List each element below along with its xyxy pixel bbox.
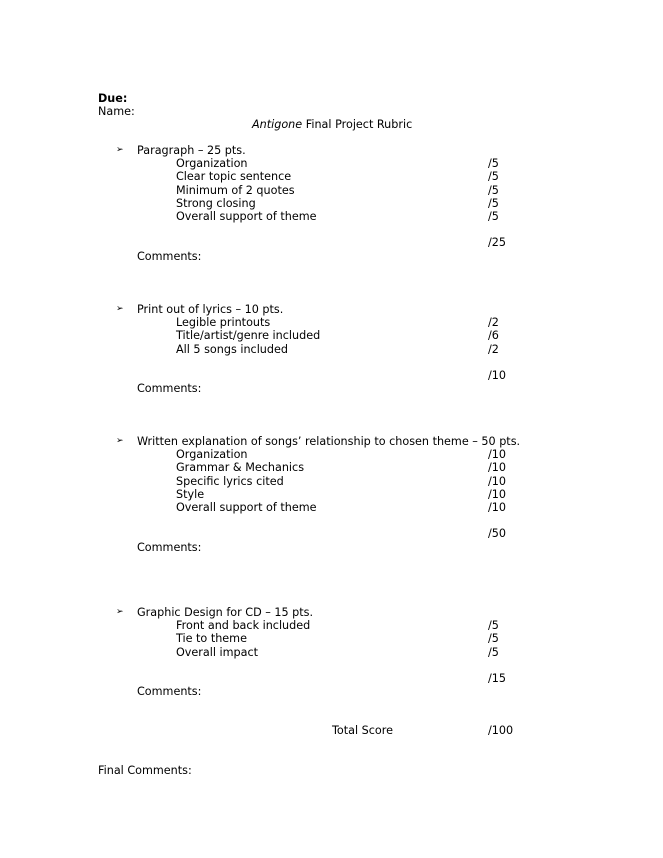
- criterion-label: Grammar & Mechanics: [176, 461, 305, 474]
- rubric-row: [0, 448, 663, 461]
- rubric-row: [0, 343, 663, 356]
- comments-label: Comments:: [137, 382, 202, 395]
- criterion-label: Overall support of theme: [176, 501, 317, 514]
- section-heading: Print out of lyrics – 10 pts.: [137, 303, 284, 316]
- rubric-row: [0, 461, 663, 474]
- criterion-label: Legible printouts: [176, 316, 271, 329]
- criterion-label: Strong closing: [176, 197, 256, 210]
- rubric-row: [0, 619, 663, 632]
- criterion-points: /5: [488, 646, 499, 659]
- rubric-row: [0, 316, 663, 329]
- criterion-points: /10: [488, 461, 507, 474]
- criterion-points: /5: [488, 632, 499, 645]
- arrow-bullet-icon: ➢: [116, 145, 124, 155]
- due-label: Due:: [98, 92, 128, 105]
- criterion-label: Front and back included: [176, 619, 311, 632]
- page-title: [252, 118, 412, 131]
- criterion-points: /2: [488, 343, 499, 356]
- rubric-row: [0, 184, 663, 197]
- section-heading: Written explanation of songs’ relationship to chosen theme – 50 pts.: [137, 435, 521, 448]
- section-heading: Graphic Design for CD – 15 pts.: [137, 606, 314, 619]
- rubric-row: [0, 329, 663, 342]
- section-heading: Paragraph – 25 pts.: [137, 144, 246, 157]
- rubric-row: [0, 210, 663, 223]
- arrow-bullet-icon: ➢: [116, 607, 124, 617]
- comments-label: Comments:: [137, 685, 202, 698]
- criterion-label: Specific lyrics cited: [176, 475, 284, 488]
- rubric-row: [0, 197, 663, 210]
- criterion-points: /5: [488, 197, 499, 210]
- section-subtotal: /25: [488, 236, 507, 249]
- section-subtotal: /10: [488, 369, 507, 382]
- section-subtotal: /15: [488, 672, 507, 685]
- criterion-points: /5: [488, 619, 499, 632]
- criterion-label: Overall support of theme: [176, 210, 317, 223]
- criterion-label: Clear topic sentence: [176, 170, 292, 183]
- rubric-row: [0, 501, 663, 514]
- criterion-points: /5: [488, 157, 499, 170]
- arrow-bullet-icon: ➢: [116, 436, 124, 446]
- criterion-label: Title/artist/genre included: [176, 329, 321, 342]
- criterion-label: Overall impact: [176, 646, 259, 659]
- rubric-row: [0, 646, 663, 659]
- criterion-label: Minimum of 2 quotes: [176, 184, 295, 197]
- title-italic: Antigone: [252, 118, 303, 131]
- final-comments-label: Final Comments:: [98, 764, 192, 777]
- criterion-label: Organization: [176, 157, 248, 170]
- criterion-points: /2: [488, 316, 499, 329]
- criterion-label: Tie to theme: [176, 632, 247, 645]
- section-subtotal: /50: [488, 527, 507, 540]
- criterion-label: All 5 songs included: [176, 343, 288, 356]
- comments-label: Comments:: [137, 541, 202, 554]
- arrow-bullet-icon: ➢: [116, 304, 124, 314]
- criterion-points: /10: [488, 488, 507, 501]
- criterion-label: Organization: [176, 448, 248, 461]
- rubric-row: [0, 475, 663, 488]
- name-label: Name:: [98, 105, 135, 118]
- rubric-row: [0, 170, 663, 183]
- criterion-points: /5: [488, 210, 499, 223]
- rubric-row: [0, 632, 663, 645]
- criterion-points: /5: [488, 170, 499, 183]
- criterion-points: /6: [488, 329, 499, 342]
- total-score-value: /100: [488, 724, 514, 737]
- criterion-points: /5: [488, 184, 499, 197]
- criterion-label: Style: [176, 488, 205, 501]
- comments-label: Comments:: [137, 250, 202, 263]
- criterion-points: /10: [488, 501, 507, 514]
- title-rest: Final Project Rubric: [302, 118, 413, 131]
- rubric-row: [0, 488, 663, 501]
- rubric-row: [0, 157, 663, 170]
- criterion-points: /10: [488, 448, 507, 461]
- criterion-points: /10: [488, 475, 507, 488]
- total-score-label: Total Score: [332, 724, 394, 737]
